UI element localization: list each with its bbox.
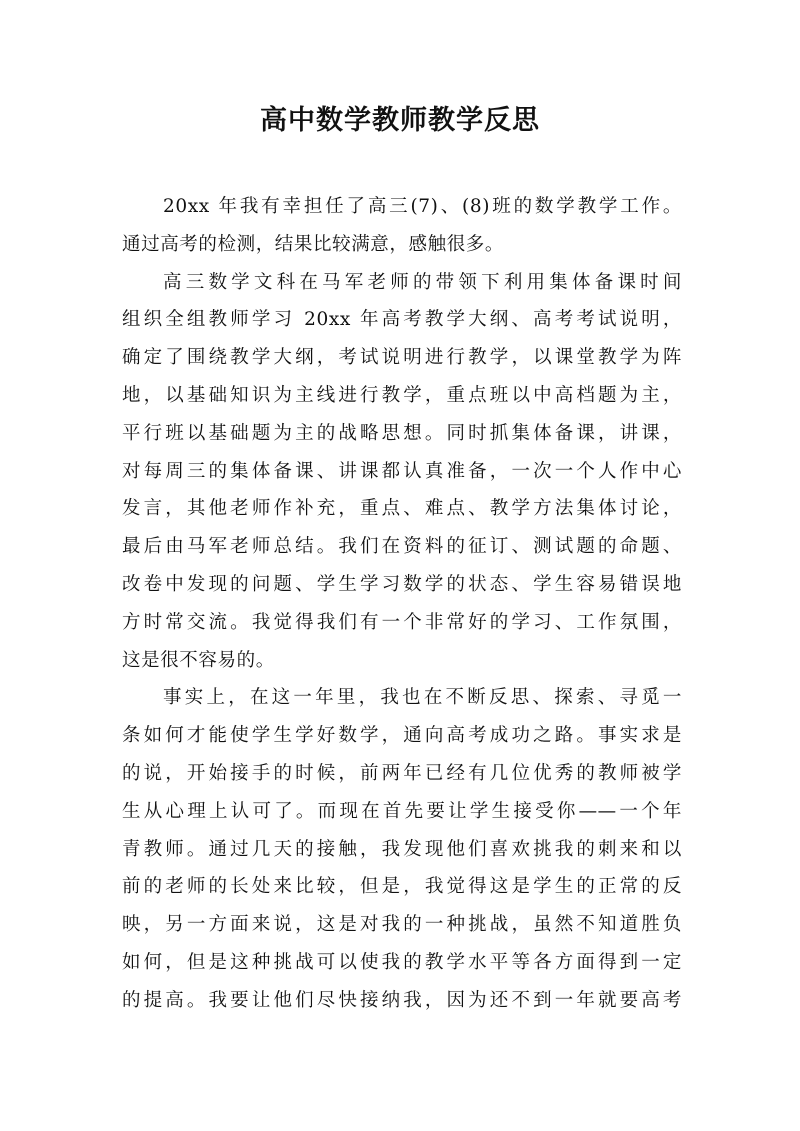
document-body xyxy=(122,188,682,1020)
text-line: 通过高考的检测，结果比较满意，感触很多。 xyxy=(122,233,505,255)
text-line: 确定了围绕教学大纲，考试说明进行教学，以课堂教学为阵 xyxy=(122,347,682,369)
text-line: 最后由马军老师总结。我们在资料的征订、测试题的命题、 xyxy=(122,536,682,558)
text-line: 如何，但是这种挑战可以使我的教学水平等各方面得到一定 xyxy=(122,951,682,973)
text-line: 前的老师的长处来比较，但是，我觉得这是学生的正常的反 xyxy=(122,876,682,898)
text-line: 这是很不容易的。 xyxy=(122,649,275,671)
text-line: 平行班以基础题为主的战略思想。同时抓集体备课，讲课， xyxy=(122,422,682,444)
text-line: 对每周三的集体备课、讲课都认真准备，一次一个人作中心 xyxy=(122,460,682,482)
text-line: 事实上，在这一年里，我也在不断反思、探索、寻觅一 xyxy=(163,687,682,709)
text-line: 映，另一方面来说，这是对我的一种挑战，虽然不知道胜负 xyxy=(122,914,682,936)
text-line: 组织全组教师学习 20xx 年高考教学大纲、高考考试说明， xyxy=(122,309,682,331)
text-line: 高三数学文科在马军老师的带领下利用集体备课时间 xyxy=(163,271,682,293)
text-line: 的提高。我要让他们尽快接纳我，因为还不到一年就要高考 xyxy=(122,989,682,1011)
text-line: 方时常交流。我觉得我们有一个非常好的学习、工作氛围， xyxy=(122,611,682,633)
text-line: 的说，开始接手的时候，前两年已经有几位优秀的教师被学 xyxy=(122,762,682,784)
text-line: 20xx 年我有幸担任了高三(7)、(8)班的数学教学工作。 xyxy=(163,196,682,217)
text-line: 青教师。通过几天的接触，我发现他们喜欢挑我的刺来和以 xyxy=(122,838,682,860)
text-line: 发言，其他老师作补充，重点、难点、教学方法集体讨论， xyxy=(122,498,682,520)
text-line: 生从心理上认可了。而现在首先要让学生接受你——一个年 xyxy=(122,800,682,822)
text-line: 地，以基础知识为主线进行教学，重点班以中高档题为主， xyxy=(122,384,682,406)
document-title: 高中数学教师教学反思 xyxy=(260,105,540,136)
text-line: 条如何才能使学生学好数学，通向高考成功之路。事实求是 xyxy=(122,725,682,747)
text-line: 改卷中发现的问题、学生学习数学的状态、学生容易错误地 xyxy=(122,573,682,595)
